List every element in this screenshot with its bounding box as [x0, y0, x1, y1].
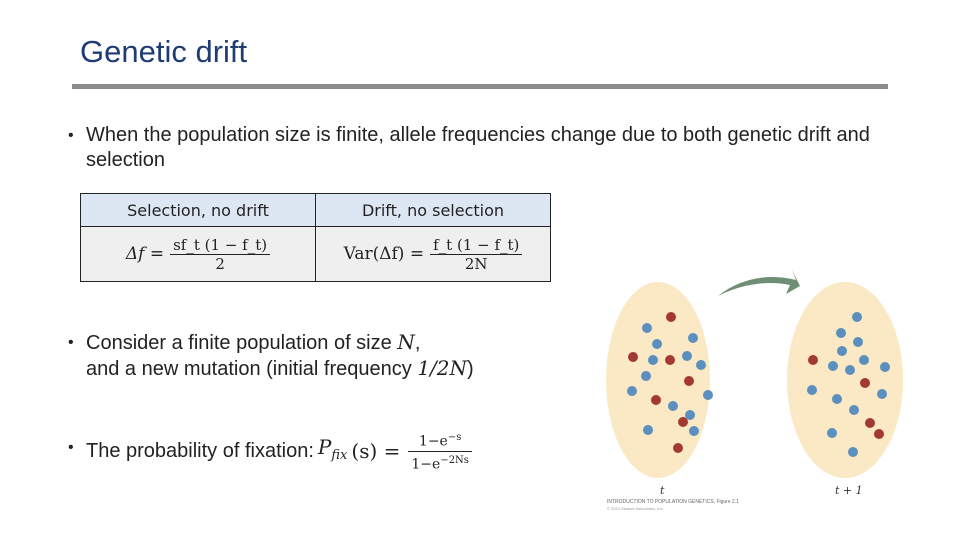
formula-drift-fraction	[430, 236, 522, 273]
formula-selection	[81, 227, 316, 282]
allele-dot	[703, 390, 713, 400]
bullet2-close: )	[467, 358, 474, 380]
allele-dot	[652, 339, 662, 349]
bullet-text	[86, 330, 606, 382]
allele-dot	[684, 376, 694, 386]
fixation-den-exp: −2Ns	[440, 454, 469, 466]
allele-dot	[827, 428, 837, 438]
bullet-text: When the population size is finite, allele frequencies change due to both genetic drift and selection	[86, 124, 870, 171]
generation-label-t: t	[660, 484, 665, 497]
allele-dot	[836, 328, 846, 338]
slide-title: Genetic drift	[80, 34, 248, 69]
bullet2-line2: and a new mutation (initial frequency	[86, 358, 418, 380]
bullet3-sub: fix	[331, 447, 348, 463]
arrow-icon	[718, 270, 800, 296]
allele-dot	[628, 352, 638, 362]
fixation-num-exp: −s	[447, 432, 462, 443]
allele-dot	[877, 389, 887, 399]
allele-dot	[641, 371, 651, 381]
bullet2-line1: Consider a finite population of size	[86, 332, 398, 354]
drift-figure	[600, 268, 920, 513]
comparison-table	[80, 193, 551, 282]
allele-dot	[859, 355, 869, 365]
population-t1-ellipse	[787, 282, 903, 478]
allele-dot	[832, 394, 842, 404]
allele-dot	[852, 312, 862, 322]
bullet-text	[86, 429, 596, 473]
allele-dot	[678, 417, 688, 427]
fixation-fraction	[408, 429, 472, 473]
fixation-numerator	[408, 429, 472, 452]
bullet-dot: •	[68, 439, 74, 456]
allele-dot	[642, 323, 652, 333]
allele-dot	[682, 351, 692, 361]
bullet2-var: N	[397, 330, 415, 354]
formula-drift-numerator: f_t (1 − f_t)	[430, 236, 522, 255]
allele-dot	[853, 337, 863, 347]
figure-credit-copyright: © 2013 Sinauer Associates, Inc.	[607, 506, 664, 511]
allele-dot	[808, 355, 818, 365]
bullet2-tail: ,	[414, 332, 421, 354]
allele-dot	[627, 386, 637, 396]
allele-dot	[845, 365, 855, 375]
header-drift-no-selection: Drift, no selection	[316, 194, 551, 227]
population-t-ellipse	[606, 282, 710, 478]
fixation-denominator	[408, 452, 472, 474]
bullet-dot: •	[68, 127, 74, 144]
bullet-dot: •	[68, 334, 74, 351]
formula-drift	[316, 227, 551, 282]
allele-dot	[865, 418, 875, 428]
allele-dot	[828, 361, 838, 371]
allele-dot	[668, 401, 678, 411]
allele-dot	[689, 426, 699, 436]
generation-label-t1: t + 1	[835, 484, 863, 497]
allele-dot	[837, 346, 847, 356]
formula-selection-fraction	[170, 236, 270, 273]
allele-dot	[848, 447, 858, 457]
formula-drift-denominator: 2N	[464, 254, 488, 273]
formula-selection-numerator: sf_t (1 − f_t)	[170, 236, 270, 255]
allele-dot	[696, 360, 706, 370]
allele-dot	[860, 378, 870, 388]
allele-dot	[666, 312, 676, 322]
allele-dot	[651, 395, 661, 405]
allele-dot	[665, 355, 675, 365]
bullet2-freq: 1/2N	[417, 356, 467, 380]
bullet3-p: P	[317, 434, 332, 459]
allele-dot	[648, 355, 658, 365]
formula-selection-lhs: Δf =	[125, 244, 165, 264]
allele-dot	[673, 443, 683, 453]
allele-dot	[688, 333, 698, 343]
figure-credit: INTRODUCTION TO POPULATION GENETICS, Figure 2.1	[607, 499, 739, 505]
title-divider	[72, 84, 888, 89]
bullet3-arg: (s) =	[351, 438, 401, 463]
bullet3-text: The probability of fixation:	[86, 439, 314, 462]
formula-drift-lhs: Var(Δf) =	[343, 244, 425, 264]
allele-dot	[807, 385, 817, 395]
fixation-den-base: 1−e	[411, 456, 441, 473]
allele-dot	[849, 405, 859, 415]
allele-dot	[874, 429, 884, 439]
header-selection-no-drift: Selection, no drift	[81, 194, 316, 227]
fixation-num-base: 1−e	[418, 433, 448, 450]
bullet3-lhs	[318, 435, 347, 468]
allele-dot	[880, 362, 890, 372]
allele-dot	[643, 425, 653, 435]
formula-selection-denominator: 2	[215, 254, 225, 273]
